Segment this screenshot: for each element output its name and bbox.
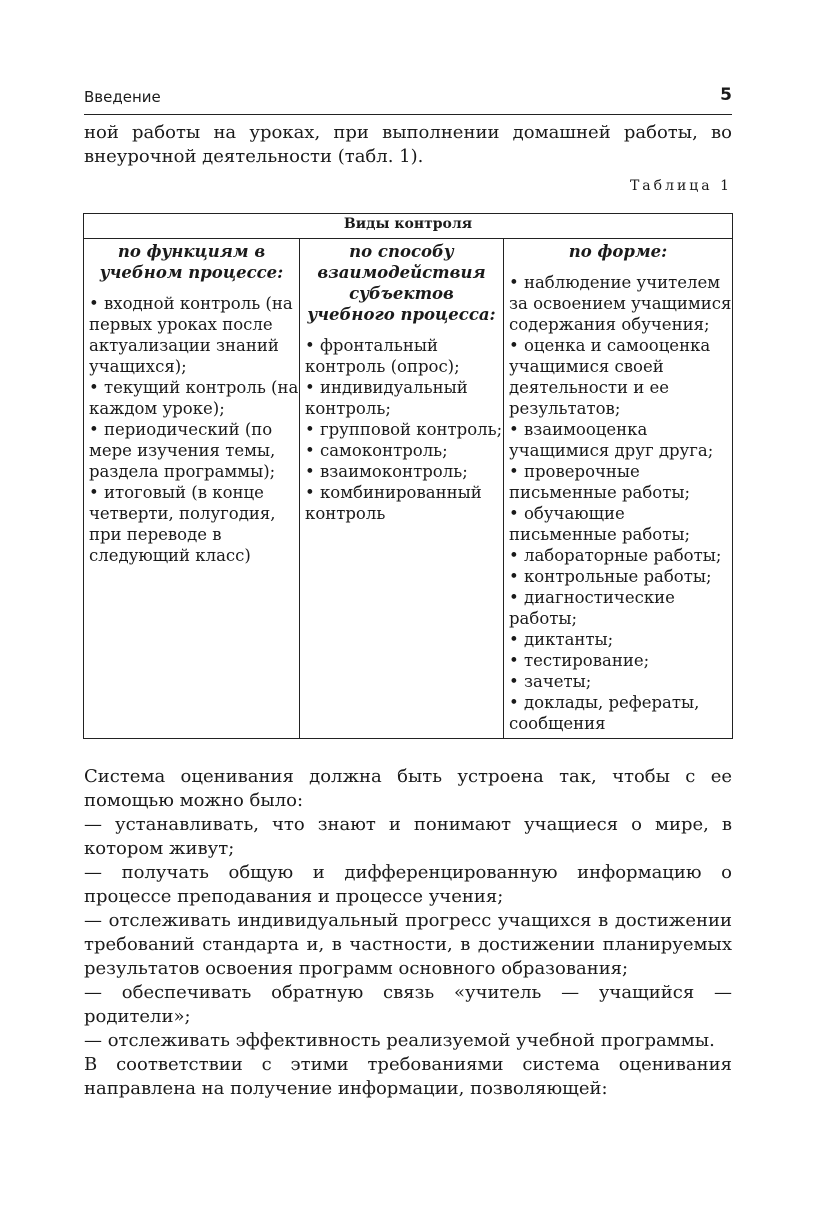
list-item: • контрольные работы; [509, 567, 712, 586]
running-header [84, 84, 732, 115]
list-item: • групповой контроль; [305, 420, 503, 439]
list-item: • наблюдение учителем за освоением учащимися содержания обучения; [509, 273, 732, 334]
body-paragraph: — отслеживать индивидуальный прогресс учащихся в достижении требований стандарта и, в частности, в достижении планируемых результатов освоения программ основного образования; [84, 910, 732, 979]
list-item: • текущий контроль (на каждом уроке); [89, 378, 299, 418]
body-text [84, 765, 732, 1101]
table-column-interaction [300, 239, 504, 739]
body-paragraph: В соответствии с этими требованиями система оценивания направлена на получение информации, позволяющей: [84, 1054, 732, 1099]
list-item: • зачеты; [509, 672, 592, 691]
table-column-functions [84, 239, 300, 739]
column-heading: по форме: [568, 242, 668, 261]
section-title: Введение [84, 88, 161, 106]
list-item: • проверочные письменные работы; [509, 462, 691, 502]
table-title: Виды контроля [84, 214, 733, 239]
list-item: • диктанты; [509, 630, 614, 649]
list-item: • индивидуальный контроль; [305, 378, 468, 418]
column-heading: по способу взаимодействия субъектов учебного процесса: [307, 242, 496, 324]
intro-paragraph: ной работы на уроках, при выполнении домашней работы, во внеурочной деятельности (табл. 1). [84, 122, 732, 167]
table-caption: Таблица 1 [629, 178, 732, 194]
table-column-form [504, 239, 733, 739]
list-item: • доклады, рефераты, сообщения [509, 693, 700, 733]
list-item: • обучающие письменные работы; [509, 504, 691, 544]
list-item: • самоконтроль; [305, 441, 448, 460]
control-types-table [83, 213, 733, 739]
list-item: • входной контроль (на первых уроках после актуализации знаний учащихся); [89, 294, 293, 376]
body-paragraph: — получать общую и дифференцированную информацию о процессе преподавания и процессе учения; [84, 862, 732, 907]
body-paragraph: Система оценивания должна быть устроена так, чтобы с ее помощью можно было: [84, 766, 732, 811]
body-paragraph: — устанавливать, что знают и понимают учащиеся о мире, в котором живут; [84, 814, 732, 859]
column-items [84, 293, 299, 570]
list-item: • лабораторные работы; [509, 546, 722, 565]
list-item: • тестирование; [509, 651, 650, 670]
body-paragraph: — отслеживать эффективность реализуемой учебной программы. [84, 1030, 715, 1051]
list-item: • взаимоконтроль; [305, 462, 468, 481]
column-items [504, 272, 732, 738]
list-item: • итоговый (в конце четверти, полугодия, при переводе в следующий класс) [89, 483, 276, 565]
list-item: • комбинированный контроль [305, 483, 482, 523]
column-heading: по функциям в учебном процессе: [99, 242, 284, 282]
list-item: • оценка и самооценка учащимися своей деятельности и ее результатов; [509, 336, 711, 418]
body-paragraph: — обеспечивать обратную связь «учитель — учащийся — родители»; [84, 982, 732, 1027]
list-item: • фронтальный контроль (опрос); [305, 336, 460, 376]
column-items [300, 335, 503, 528]
list-item: • взаимооценка учащимися друг друга; [509, 420, 714, 460]
page-number: 5 [720, 85, 732, 105]
list-item: • периодический (по мере изучения темы, раздела программы); [89, 420, 276, 481]
list-item: • диагностические работы; [509, 588, 675, 628]
